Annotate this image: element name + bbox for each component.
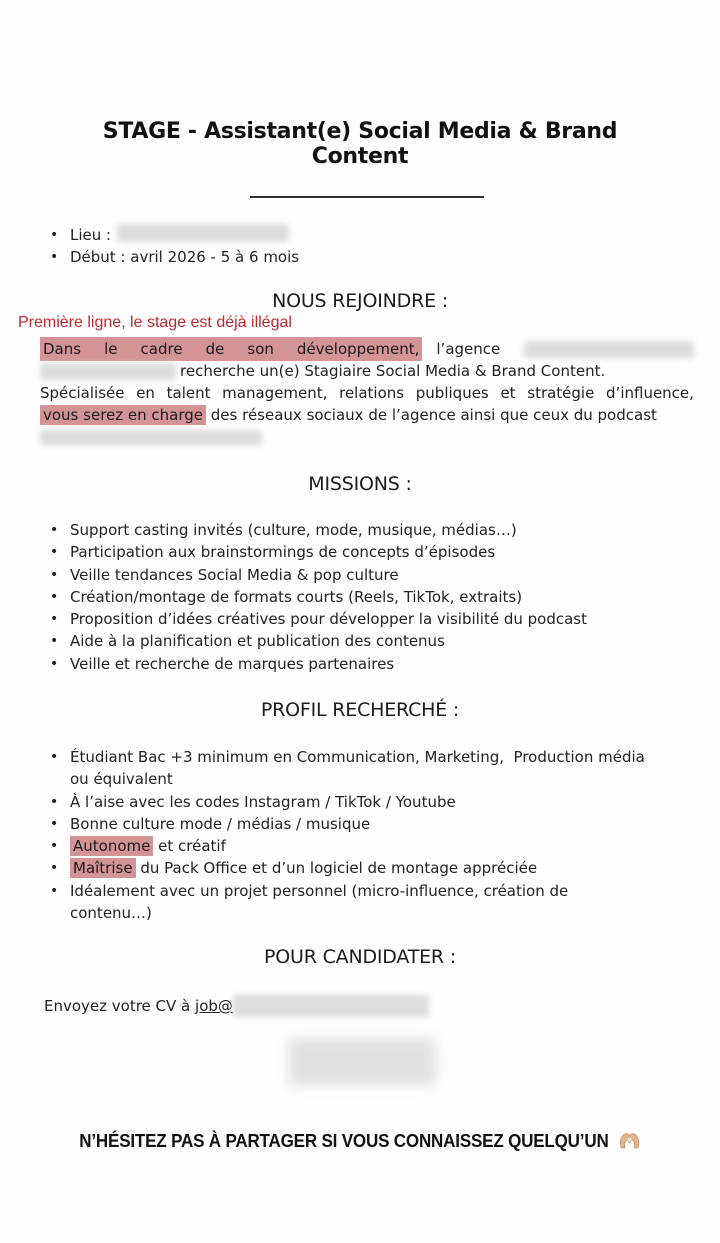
bullet-icon: • bbox=[50, 588, 59, 605]
missions-list bbox=[50, 519, 700, 675]
mission-text: Veille et recherche de marques partenaires bbox=[70, 654, 395, 673]
profile-item bbox=[50, 857, 700, 879]
profile-item bbox=[50, 835, 700, 857]
highlight-maitrise: Maîtrise bbox=[70, 858, 136, 878]
redacted-agency-name-cont bbox=[40, 363, 176, 380]
bullet-icon: • bbox=[50, 749, 59, 765]
bullet-icon: • bbox=[50, 249, 59, 265]
word: publiques bbox=[415, 384, 489, 402]
profile-text: À l’aise avec les codes Instagram / TikTok / Youtube bbox=[70, 792, 456, 811]
mission-item bbox=[50, 541, 700, 563]
word: cadre bbox=[140, 340, 183, 358]
mission-text: Veille tendances Social Media & pop culture bbox=[70, 565, 399, 584]
profile-item bbox=[50, 791, 700, 813]
word: en bbox=[136, 384, 155, 402]
footer-text: N’HÉSITEZ PAS À PARTAGER SI VOUS CONNAISSEZ QUELQU’UN bbox=[79, 1130, 609, 1151]
bullet-icon: • bbox=[50, 860, 59, 877]
bullet-icon: • bbox=[50, 522, 59, 538]
word: talent bbox=[166, 384, 211, 402]
join-line-4 bbox=[40, 404, 694, 426]
mission-item bbox=[50, 653, 700, 675]
bullet-icon: • bbox=[50, 566, 59, 583]
word: Spécialisée bbox=[40, 384, 125, 402]
bullet-icon: • bbox=[50, 611, 59, 628]
bullet-icon: • bbox=[50, 838, 59, 855]
redacted-email-domain bbox=[233, 995, 429, 1017]
profile-item bbox=[50, 746, 700, 791]
apply-line bbox=[44, 995, 429, 1017]
start-label: Début : avril 2026 - 5 à 6 mois bbox=[70, 248, 300, 266]
redacted-agency-name bbox=[524, 341, 694, 358]
info-location bbox=[50, 224, 299, 246]
highlight-first-line bbox=[40, 337, 422, 361]
bullet-icon: • bbox=[50, 793, 59, 810]
profile-list bbox=[50, 746, 700, 924]
profile-text-line: contenu…) bbox=[70, 904, 152, 923]
mission-item bbox=[50, 608, 700, 630]
section-heading-join: NOUS REJOINDRE : bbox=[272, 290, 448, 312]
section-heading-apply: POUR CANDIDATER : bbox=[264, 946, 456, 968]
redacted-block bbox=[288, 1038, 436, 1086]
mission-item bbox=[50, 630, 700, 652]
location-label: Lieu : bbox=[70, 226, 112, 244]
join-line-2: recherche un(e) Stagiaire Social Media & Brand Content. bbox=[180, 362, 606, 380]
profile-text bbox=[70, 835, 226, 857]
word: management, bbox=[222, 384, 328, 402]
section-heading-missions: MISSIONS : bbox=[308, 473, 412, 495]
highlight-in-charge: vous serez en charge bbox=[40, 405, 206, 425]
mission-item bbox=[50, 564, 700, 586]
section-heading-profile: PROFIL RECHERCHÉ : bbox=[260, 699, 460, 721]
bullet-icon: • bbox=[50, 544, 59, 561]
mission-text: Création/montage de formats courts (Reels, TikTok, extraits) bbox=[70, 587, 523, 606]
bullet-icon: • bbox=[50, 655, 59, 672]
mission-item bbox=[50, 519, 700, 541]
title-divider bbox=[250, 196, 484, 198]
job-title-line-2: Content bbox=[311, 144, 409, 169]
profile-item bbox=[50, 880, 700, 925]
bullet-icon: • bbox=[50, 227, 59, 243]
heart-hands-icon bbox=[619, 1131, 641, 1149]
profile-text-rest: et créatif bbox=[158, 837, 226, 856]
mission-text: Support casting invités (culture, mode, musique, médias…) bbox=[70, 521, 517, 539]
job-title-line-1: STAGE - Assistant(e) Social Media & Brand bbox=[102, 119, 618, 144]
word: relations bbox=[339, 384, 405, 402]
share-footer bbox=[29, 1130, 691, 1152]
profile-text-rest: du Pack Office et d’un logiciel de montage appréciée bbox=[140, 859, 538, 878]
bullet-icon: • bbox=[50, 633, 59, 650]
join-paragraph bbox=[40, 338, 694, 448]
redacted-signature bbox=[288, 1038, 436, 1086]
profile-text bbox=[70, 880, 568, 925]
highlight-autonome: Autonome bbox=[70, 836, 153, 856]
word: développement, bbox=[296, 340, 420, 358]
profile-item bbox=[50, 813, 700, 835]
profile-text-line: Idéalement avec un projet personnel (micro-influence, création de bbox=[70, 881, 569, 900]
word: son bbox=[247, 340, 274, 358]
word: le bbox=[104, 340, 118, 358]
mission-text: Aide à la planification et publication des contenus bbox=[70, 632, 445, 651]
word: d’influence, bbox=[606, 384, 694, 402]
info-list bbox=[50, 224, 299, 268]
word: Dans bbox=[43, 340, 82, 358]
annotation-note: Première ligne, le stage est déjà illégal bbox=[18, 314, 292, 331]
mission-item bbox=[50, 586, 700, 608]
word: et bbox=[500, 384, 516, 402]
bullet-icon: • bbox=[50, 815, 59, 832]
profile-text: Bonne culture mode / médias / musique bbox=[70, 814, 371, 833]
mission-text: Participation aux brainstormings de concepts d’épisodes bbox=[70, 543, 496, 562]
word: de bbox=[205, 340, 225, 358]
join-line-4-rest: des réseaux sociaux de l’agence ainsi que ceux du podcast bbox=[210, 406, 657, 424]
info-start bbox=[50, 246, 299, 268]
apply-prefix: Envoyez votre CV à bbox=[44, 997, 196, 1015]
profile-text bbox=[70, 746, 645, 791]
redacted-location bbox=[117, 224, 289, 242]
join-line-3 bbox=[40, 382, 694, 404]
profile-text-line: Étudiant Bac +3 minimum en Communication, Marketing, Production média bbox=[70, 748, 645, 766]
word: stratégie bbox=[527, 384, 595, 402]
redacted-podcast-name bbox=[40, 430, 262, 445]
agency-label: l’agence bbox=[436, 340, 501, 358]
profile-text-line: ou équivalent bbox=[70, 770, 173, 789]
mission-text: Proposition d’idées créatives pour développer la visibilité du podcast bbox=[70, 610, 587, 629]
email-link[interactable]: job@ bbox=[195, 997, 233, 1015]
profile-text bbox=[70, 857, 537, 879]
bullet-icon: • bbox=[50, 882, 59, 899]
